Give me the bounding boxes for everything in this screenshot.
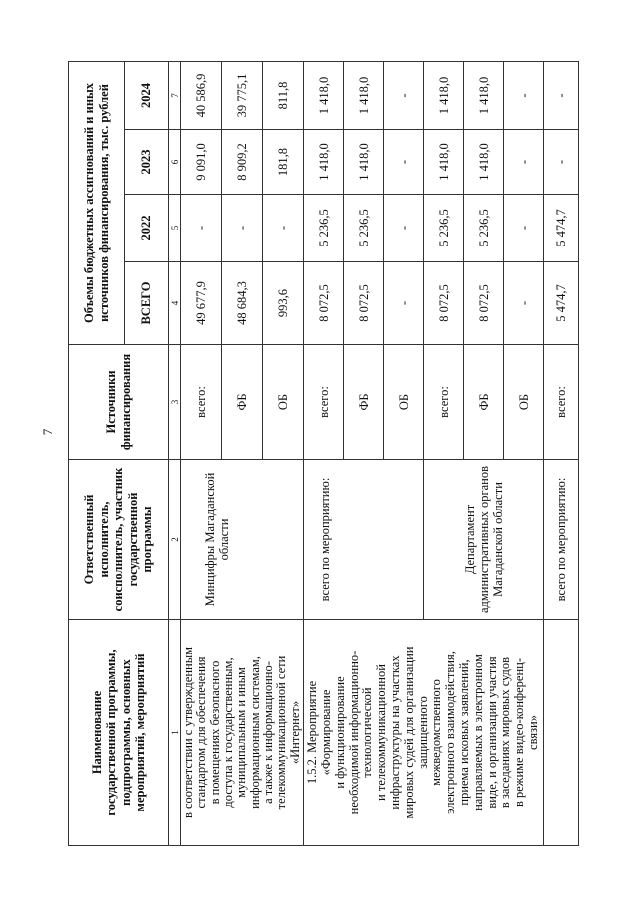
header-year-2024: 2024 bbox=[125, 61, 169, 129]
value-2022: - bbox=[384, 195, 424, 262]
funding-source: ОБ bbox=[263, 345, 304, 460]
funding-source: ОБ bbox=[384, 345, 424, 460]
table-header bbox=[69, 61, 181, 845]
value-2024: 1 418,0 bbox=[304, 61, 344, 129]
value-2022: 5 236,5 bbox=[344, 195, 384, 262]
value-2024: 39 775,1 bbox=[222, 61, 263, 129]
funding-table-container bbox=[68, 62, 578, 846]
funding-source: всего: bbox=[544, 345, 579, 460]
column-number: 4 bbox=[169, 262, 181, 345]
column-number: 3 bbox=[169, 345, 181, 460]
value-total: - bbox=[504, 262, 544, 345]
value-2022: - bbox=[222, 195, 263, 262]
column-number: 1 bbox=[169, 620, 181, 846]
value-2024: 1 418,0 bbox=[344, 61, 384, 129]
value-2024: - bbox=[544, 61, 579, 129]
value-total: 8 072,5 bbox=[344, 262, 384, 345]
value-2023: - bbox=[544, 130, 579, 195]
program-name-cell: 1.5.2. Мероприятие «Формирование и функционирование необходимой информационно- технологической и телекоммуникационной инфраструктуры на участках мировых судей для организации защищенного межведомственного электронного взаимодействия, приема исковых заявлений, направляемых в электронном виде, и организации участия в заседаниях мировых судов в режиме видео-конференц- связи» bbox=[304, 620, 544, 846]
table-row bbox=[181, 61, 222, 845]
value-2022: - bbox=[181, 195, 222, 262]
column-number: 2 bbox=[169, 460, 181, 620]
header-funding-volumes: Объемы бюджетных ассигнований и иных источников финансирования, тыс. рублей bbox=[69, 61, 125, 344]
value-2023: 1 418,0 bbox=[344, 130, 384, 195]
value-2022: - bbox=[263, 195, 304, 262]
value-total: 48 684,3 bbox=[222, 262, 263, 345]
header-funding-source: Источники финансирования bbox=[69, 345, 169, 460]
table-body bbox=[181, 61, 579, 845]
value-2023: 1 418,0 bbox=[304, 130, 344, 195]
funding-table bbox=[68, 61, 579, 846]
value-2024: 1 418,0 bbox=[464, 61, 504, 129]
program-name-cell-empty bbox=[544, 620, 579, 846]
value-2023: - bbox=[384, 130, 424, 195]
value-total: 8 072,5 bbox=[464, 262, 504, 345]
value-2024: 40 586,9 bbox=[181, 61, 222, 129]
value-total: 993,6 bbox=[263, 262, 304, 345]
value-2024: - bbox=[384, 61, 424, 129]
column-number: 5 bbox=[169, 195, 181, 262]
table-row bbox=[304, 61, 344, 845]
value-total: 8 072,5 bbox=[304, 262, 344, 345]
header-program-name: Наименование государственной программы, подпрограммы, основных мероприятий, мероприятий bbox=[69, 620, 169, 846]
value-2023: 1 418,0 bbox=[424, 130, 464, 195]
executor-cell: всего по мероприятию: bbox=[304, 460, 424, 620]
header-executor: Ответственный исполнитель, соисполнитель, участник государственной программы bbox=[69, 460, 169, 620]
executor-cell: Минцифры Магаданской области bbox=[181, 460, 304, 620]
header-year-2023: 2023 bbox=[125, 130, 169, 195]
header-year-2022: 2022 bbox=[125, 195, 169, 262]
header-row bbox=[69, 61, 125, 845]
column-numbers-row bbox=[169, 61, 181, 845]
value-2022: - bbox=[504, 195, 544, 262]
program-name-cell: в соответствии с утвержденным стандартом для обеспечения в помещениях безопасного доступа к государственным, муниципальным и иным информационным системам, а также к информационно- телекоммуникационной сети «Интернет» bbox=[181, 620, 304, 846]
value-2022: 5 474,7 bbox=[544, 195, 579, 262]
header-total: ВСЕГО bbox=[125, 262, 169, 345]
value-2024: 811,8 bbox=[263, 61, 304, 129]
value-2023: 1 418,0 bbox=[464, 130, 504, 195]
table-row bbox=[544, 61, 579, 845]
value-total: 8 072,5 bbox=[424, 262, 464, 345]
value-2024: - bbox=[504, 61, 544, 129]
column-number: 6 bbox=[169, 130, 181, 195]
value-2022: 5 236,5 bbox=[304, 195, 344, 262]
value-2024: 1 418,0 bbox=[424, 61, 464, 129]
value-total: - bbox=[384, 262, 424, 345]
funding-source: всего: bbox=[304, 345, 344, 460]
value-2023: - bbox=[504, 130, 544, 195]
executor-cell: всего по мероприятию: bbox=[544, 460, 579, 620]
value-2022: 5 236,5 bbox=[464, 195, 504, 262]
value-total: 49 677,9 bbox=[181, 262, 222, 345]
funding-source: ОБ bbox=[504, 345, 544, 460]
value-2023: 181,8 bbox=[263, 130, 304, 195]
executor-cell: Департамент административных органов Магаданской области bbox=[424, 460, 544, 620]
funding-source: всего: bbox=[424, 345, 464, 460]
funding-source: ФБ bbox=[344, 345, 384, 460]
value-2022: 5 236,5 bbox=[424, 195, 464, 262]
column-number: 7 bbox=[169, 61, 181, 129]
page-number: 7 bbox=[40, 428, 55, 436]
value-total: 5 474,7 bbox=[544, 262, 579, 345]
value-2023: 9 091,0 bbox=[181, 130, 222, 195]
funding-source: всего: bbox=[181, 345, 222, 460]
funding-source: ФБ bbox=[464, 345, 504, 460]
value-2023: 8 909,2 bbox=[222, 130, 263, 195]
funding-source: ФБ bbox=[222, 345, 263, 460]
